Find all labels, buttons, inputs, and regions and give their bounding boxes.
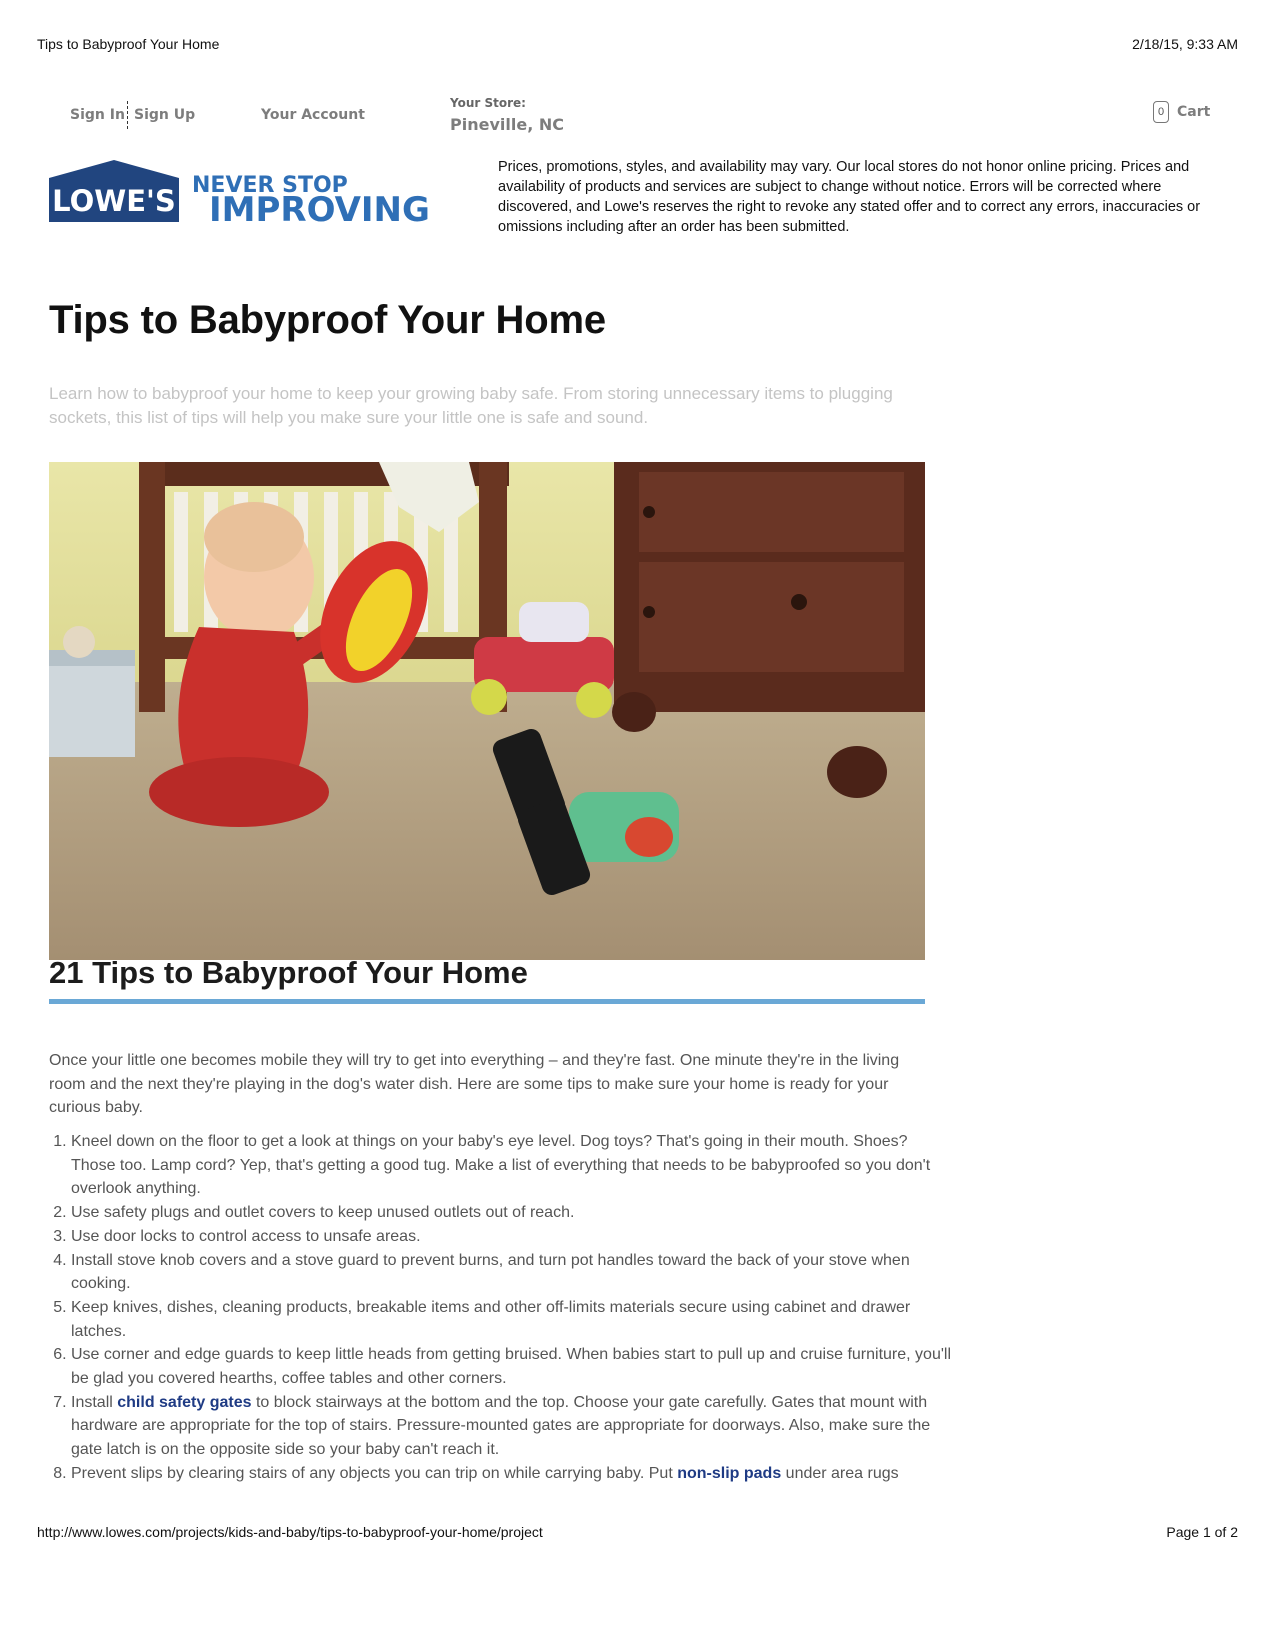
tip-item: 2. Use safety plugs and outlet covers to keep unused outlets out of reach. [71,1201,951,1225]
tip-text: under area rugs [781,1464,899,1482]
print-footer-url: http://www.lowes.com/projects/kids-and-baby/tips-to-babyproof-your-home/project [37,1524,543,1540]
tip-item [71,1462,951,1486]
tip-text: to block stairways at the bottom and the top. Choose your gate carefully. Gates that mount with hardware are appropriate for the top of stairs. Pressure-mounted gates are appropriate for doorways. Also, make sure the gate latch is on the opposite side so your baby can't reach it. [71,1393,931,1459]
cart-label: Cart [1177,104,1211,120]
logo-tagline-top: NEVER STOP [192,173,348,198]
intro-paragraph: Once your little one becomes mobile they will try to get into everything – and they're fast. One minute they're in the living room and the next they're playing in the dog's water dish. Here are some tips to make sure your home is ready for your curious baby. [49,1052,900,1116]
pricing-disclaimer: Prices, promotions, styles, and availability may vary. Our local stores do not honor online pricing. Prices and availability of products and services are subject to change without notice. Errors will be corrected where discovered, and Lowe's reserves the right to revoke any stated offer and to correct any errors, inaccuracies or omissions including after an order has been submitted. [498,159,1201,235]
hero-image [49,462,925,960]
your-account-link[interactable]: Your Account [261,107,365,123]
print-header-title: Tips to Babyproof Your Home [37,36,220,52]
page-title: Tips to Babyproof Your Home [49,298,606,342]
tip-item: 4. Install stove knob covers and a stove guard to prevent burns, and turn pot handles toward the back of your stove when cooking. [71,1249,951,1296]
intro-text: Learn how to babyproof your home to keep your growing baby safe. From storing unnecessary items to plugging sockets, this list of tips will help you make sure your little one is safe and sound. [49,384,893,427]
lowes-logo-graphic [49,160,429,226]
logo-brand-text: LOWE'S [52,184,176,218]
print-header-datetime: 2/18/15, 9:33 AM [1132,36,1238,52]
non-slip-pads-link[interactable]: non-slip pads [677,1464,782,1482]
tip-item: 1. Kneel down on the floor to get a look at things on your baby's eye level. Dog toys? That's going in their mouth. Shoes? Those too. Lamp cord? Yep, that's getting a good tug. Make a list of everything that needs to be babyproofed so you don't overlook anything. [71,1130,951,1201]
child-safety-gates-link[interactable]: child safety gates [117,1393,252,1411]
tip-text: Prevent slips by clearing stairs of any objects you can trip on while carrying baby. Put [71,1464,678,1482]
nav-separator [127,101,128,129]
cart-count-badge: 0 [1153,101,1169,123]
cart-button[interactable] [1153,101,1210,123]
tip-item: 3. Use door locks to control access to unsafe areas. [71,1225,951,1249]
store-label: Your Store: [450,96,526,110]
lowes-logo[interactable] [49,160,429,226]
sign-in-link[interactable]: Sign In [70,107,125,123]
tip-text: Install [71,1393,118,1411]
section-title: 21 Tips to Babyproof Your Home [49,955,528,990]
tip-item [71,1391,951,1462]
print-footer-page: Page 1 of 2 [1166,1524,1238,1540]
store-location-link[interactable]: Pineville, NC [450,115,564,134]
logo-tagline-bottom: IMPROVING [209,190,429,226]
sign-up-link[interactable]: Sign Up [134,107,196,123]
tips-list [49,1130,951,1486]
tip-item: 5. Keep knives, dishes, cleaning products, breakable items and other off-limits materials secure using cabinet and drawer latches. [71,1296,951,1343]
baby-nursery-illustration [49,462,925,960]
section-divider [49,999,925,1004]
tip-item: 6. Use corner and edge guards to keep little heads from getting bruised. When babies start to pull up and cruise furniture, you'll be glad you covered hearths, coffee tables and other corners. [71,1343,951,1390]
